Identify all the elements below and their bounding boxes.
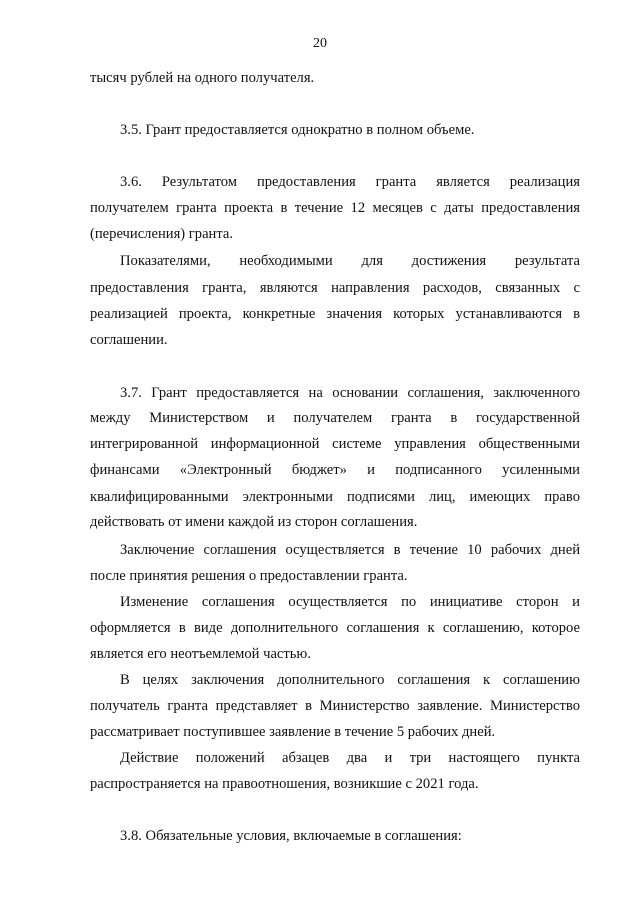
text-line: Изменение соглашения осуществляется по инициативе сторон и bbox=[120, 594, 580, 610]
text-line: предоставления гранта, являются направления расходов, связанных с bbox=[90, 280, 580, 296]
text-line: 3.7. Грант предоставляется на основании соглашения, заключенного bbox=[120, 385, 580, 401]
text-line: 3.8. Обязательные условия, включаемые в соглашения: bbox=[120, 828, 462, 844]
text-line: распространяется на правоотношения, возникшие с 2021 года. bbox=[90, 776, 479, 792]
text-line: интегрированной информационной системе управления общественными bbox=[90, 436, 580, 452]
text-line: квалифицированными электронными подписями лиц, имеющих право bbox=[90, 489, 580, 505]
text-line: 3.6. Результатом предоставления гранта является реализация bbox=[120, 174, 580, 190]
text-line: Действие положений абзацев два и три настоящего пункта bbox=[120, 750, 580, 766]
text-line: получатель гранта представляет в Министерство заявление. Министерство bbox=[90, 698, 580, 714]
text-line: (перечисления) гранта. bbox=[90, 226, 234, 242]
text-line: Показателями, необходимыми для достижения результата bbox=[120, 253, 580, 269]
text-line: Заключение соглашения осуществляется в течение 10 рабочих дней bbox=[120, 542, 580, 558]
text-line: оформляется в виде дополнительного соглашения к соглашению, которое bbox=[90, 620, 580, 636]
text-line: 3.5. Грант предоставляется однократно в полном объеме. bbox=[120, 122, 475, 138]
text-line: финансами «Электронный бюджет» и подписанного усиленными bbox=[90, 462, 580, 478]
page-number: 20 bbox=[313, 36, 327, 51]
text-line: тысяч рублей на одного получателя. bbox=[90, 70, 315, 86]
text-line: реализацией проекта, конкретные значения которых устанавливаются в bbox=[90, 306, 580, 322]
text-line: действовать от имени каждой из сторон соглашения. bbox=[90, 514, 418, 530]
text-line: В целях заключения дополнительного соглашения к соглашению bbox=[120, 672, 580, 688]
text-line: рассматривает поступившее заявление в течение 5 рабочих дней. bbox=[90, 724, 496, 740]
text-line: соглашении. bbox=[90, 332, 168, 348]
text-line: после принятия решения о предоставлении гранта. bbox=[90, 568, 408, 584]
text-line: получателем гранта проекта в течение 12 месяцев с даты предоставления bbox=[90, 200, 580, 216]
text-line: является его неотъемлемой частью. bbox=[90, 646, 311, 662]
text-line: между Министерством и получателем гранта в государственной bbox=[90, 410, 580, 426]
